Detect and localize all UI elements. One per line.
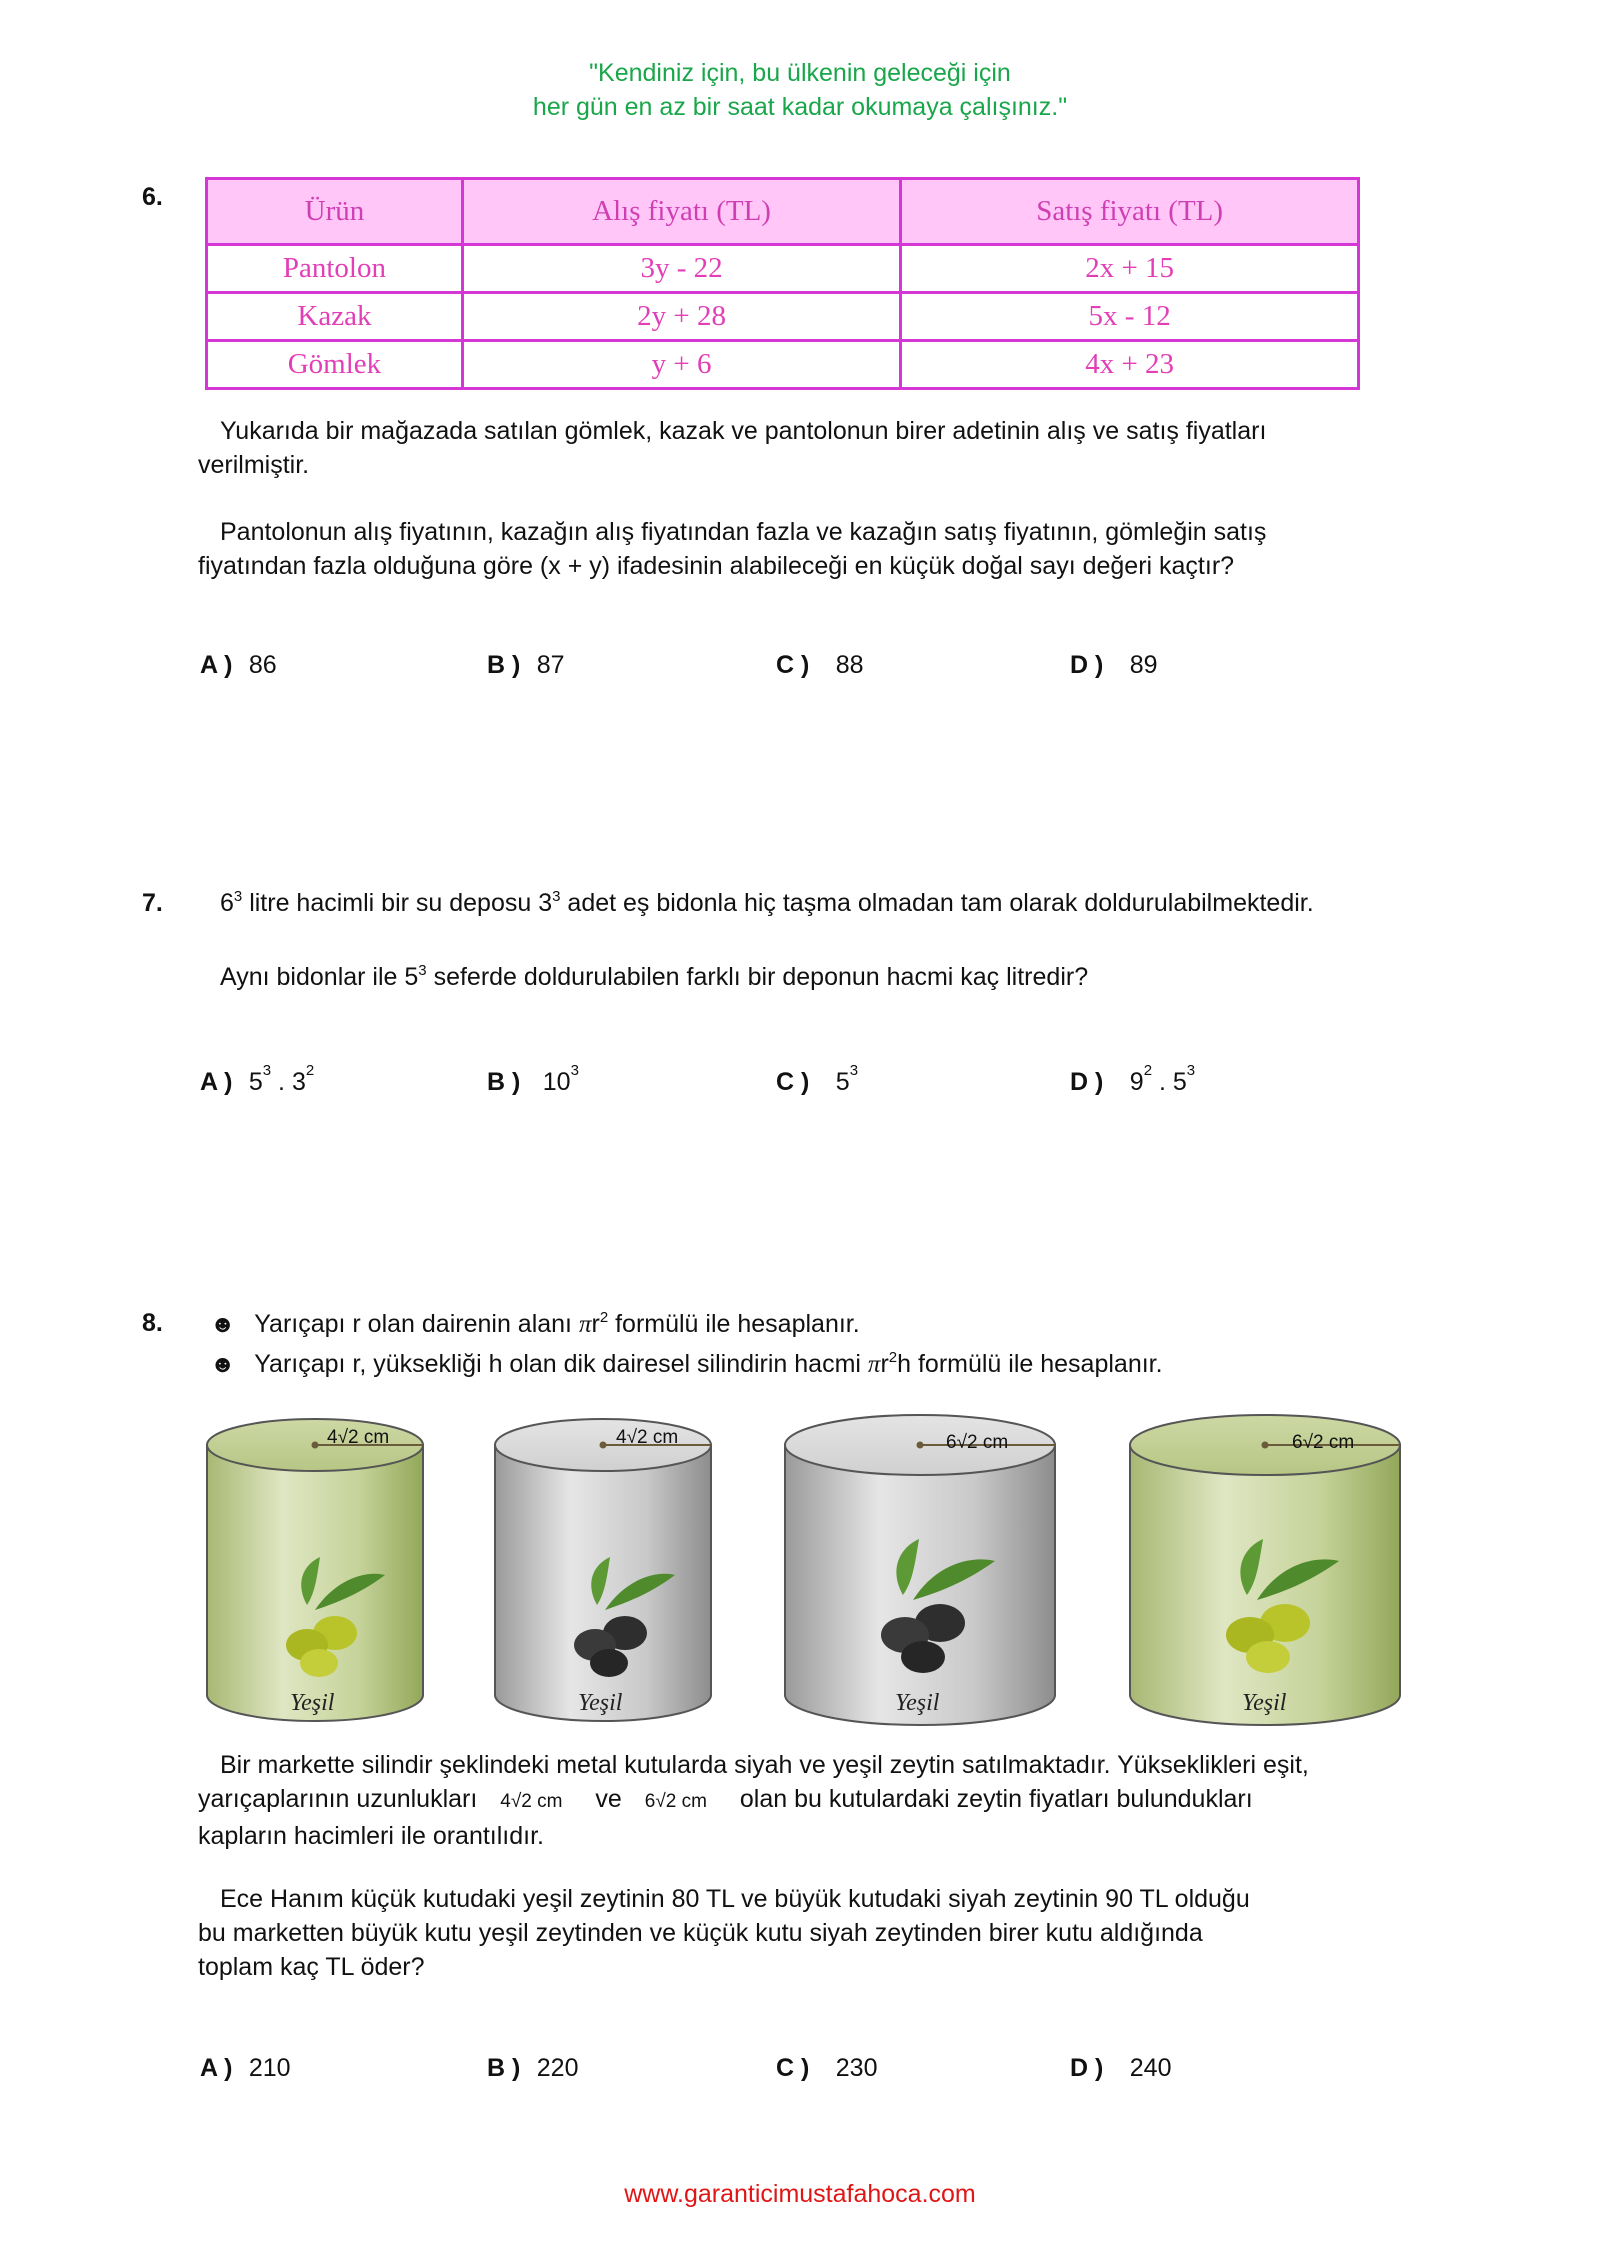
- motto-line-1: "Kendiniz için, bu ülkenin geleceği için: [589, 59, 1011, 87]
- q7-base: 3: [538, 889, 553, 917]
- option-letter: D ): [1070, 651, 1104, 679]
- question-8-number: 8.: [142, 1309, 163, 1337]
- option-value: $5^3$: [835, 1062, 859, 1096]
- price-table-cell: Kazak: [207, 293, 463, 341]
- olive-can-1: [207, 1419, 423, 1721]
- price-table-row: [207, 245, 1359, 293]
- option-value: 210: [248, 2054, 291, 2082]
- price-table-cell: 4x + 23: [901, 341, 1359, 389]
- q8-option-a[interactable]: [200, 2054, 291, 2083]
- question-8-prompt: [198, 1882, 1250, 1984]
- q8-para1-line2: yarıçaplarının uzunlukları 4√2 cm ve 6√2 cm olan bu kutulardaki zeytin fiyatları bulundukları: [198, 1785, 1253, 1813]
- inline-radius-large: 6√2 cm: [644, 1791, 707, 1812]
- formula-bullet-1: [210, 1307, 860, 1342]
- formula-bullet-2: [210, 1347, 1163, 1382]
- option-value: $5^3$ . $3^2$: [248, 1062, 315, 1096]
- question-6-number: 6.: [142, 183, 163, 211]
- price-table-cell: Gömlek: [207, 341, 463, 389]
- option-letter: C ): [776, 2054, 810, 2082]
- q6-option-c[interactable]: [776, 651, 864, 680]
- q8-option-d[interactable]: [1070, 2054, 1172, 2083]
- inline-radius-small: 4√2 cm: [500, 1791, 563, 1812]
- option-letter: D ): [1070, 1068, 1104, 1096]
- option-value: $9^2$ . $5^3$: [1129, 1062, 1196, 1096]
- smiley-bullet-icon: ☻: [210, 1311, 236, 1338]
- q7-option-c[interactable]: [776, 1062, 859, 1097]
- q6-para2-line1: Pantolonun alış fiyatının, kazağın alış fiyatından fazla ve kazağın satış fiyatının, gömleğin satış: [220, 518, 1267, 546]
- q8-para2-line1: Ece Hanım küçük kutudaki yeşil zeytinin 80 TL ve büyük kutudaki siyah zeytinin 90 TL olduğu: [220, 1885, 1250, 1913]
- question-7-prompt: [220, 960, 1088, 994]
- question-8-context: [198, 1748, 1309, 1853]
- question-6-context: [198, 414, 1266, 482]
- price-table-cell: 3y - 22: [462, 245, 900, 293]
- q6-para1-line2: verilmiştir.: [198, 451, 310, 479]
- q7-option-a[interactable]: [200, 1062, 315, 1097]
- option-letter: A ): [200, 651, 233, 679]
- q7-text: Aynı bidonlar ile: [220, 963, 405, 991]
- option-letter: C ): [776, 1068, 810, 1096]
- q8-para1-line3: kapların hacimleri ile orantılıdır.: [198, 1822, 544, 1850]
- q6-para2-line2: fiyatından fazla olduğuna göre (x + y) ifadesinin alabileceği en küçük doğal sayı değeri kaçtır?: [198, 552, 1235, 580]
- q7-base: 5: [404, 963, 419, 991]
- price-table-row: [207, 293, 1359, 341]
- can-1-label: Yeşil: [290, 1690, 335, 1716]
- q8-option-b[interactable]: [487, 2054, 579, 2083]
- option-value: 220: [536, 2054, 579, 2082]
- price-table-header-cell: Alış fiyatı (TL): [462, 179, 900, 245]
- bullet-text: Yarıçapı r olan dairenin alanı $\pi r^2$ formülü ile hesaplanır.: [254, 1309, 860, 1338]
- olive-can-3: [785, 1415, 1055, 1725]
- q8-para2-line2: bu marketten büyük kutu yeşil zeytinden ve küçük kutu siyah zeytinden birer kutu aldığında: [198, 1919, 1203, 1947]
- q8-para1-line1: Bir markette silindir şeklindeki metal kutularda siyah ve yeşil zeytin satılmaktadır. Yükseklikleri eşit,: [220, 1751, 1309, 1779]
- price-table-cell: 2y + 28: [462, 293, 900, 341]
- can-3-label: Yeşil: [895, 1690, 940, 1716]
- olive-can-2: [495, 1419, 711, 1721]
- option-letter: B ): [487, 2054, 521, 2082]
- can-4-label: Yeşil: [1242, 1690, 1287, 1716]
- option-letter: C ): [776, 651, 810, 679]
- price-table: [205, 177, 1360, 390]
- price-table-cell: Pantolon: [207, 245, 463, 293]
- price-table-header-row: [207, 179, 1359, 245]
- bullet-text: Yarıçapı r, yüksekliği h olan dik dairesel silindirin hacmi $\pi r^2h$ formülü ile hesaplanır.: [254, 1349, 1163, 1378]
- motto: [0, 56, 1600, 124]
- option-value: 240: [1129, 2054, 1172, 2082]
- option-letter: A ): [200, 1068, 233, 1096]
- option-letter: D ): [1070, 2054, 1104, 2082]
- question-7-number: 7.: [142, 889, 163, 917]
- option-value: 89: [1129, 651, 1158, 679]
- q6-option-d[interactable]: [1070, 651, 1158, 680]
- price-table-cell: 5x - 12: [901, 293, 1359, 341]
- can-2-label: Yeşil: [578, 1690, 623, 1716]
- option-value: 86: [248, 651, 277, 679]
- q7-text: adet eş bidonla hiç taşma olmadan tam olarak doldurulabilmektedir.: [560, 889, 1314, 917]
- option-value: 230: [835, 2054, 878, 2082]
- q7-exponent: 3: [418, 962, 427, 979]
- price-table-header-cell: Ürün: [207, 179, 463, 245]
- can-4-radius-label: 6√2 cm: [1292, 1432, 1355, 1453]
- q7-option-d[interactable]: [1070, 1062, 1196, 1097]
- price-table-row: [207, 341, 1359, 389]
- price-table-cell: y + 6: [462, 341, 900, 389]
- option-value: 88: [835, 651, 864, 679]
- option-letter: B ): [487, 1068, 521, 1096]
- q7-exponent: 3: [552, 888, 561, 905]
- q7-base: 6: [220, 889, 234, 917]
- q7-text: litre hacimli bir su deposu: [242, 889, 539, 917]
- q8-para2-line3: toplam kaç TL öder?: [198, 1953, 425, 1981]
- q7-text: seferde doldurulabilen farklı bir deponun hacmi kaç litredir?: [426, 963, 1089, 991]
- olive-cans-figure: [195, 1405, 1460, 1735]
- option-letter: B ): [487, 651, 521, 679]
- q8-option-c[interactable]: [776, 2054, 878, 2083]
- price-table-cell: 2x + 15: [901, 245, 1359, 293]
- q7-option-b[interactable]: [487, 1062, 579, 1097]
- question-6-prompt: [198, 515, 1266, 583]
- can-2-radius-label: 4√2 cm: [616, 1427, 679, 1448]
- question-7-statement: [220, 886, 1314, 920]
- olive-can-4: [1130, 1415, 1400, 1725]
- q7-exponent: 3: [233, 888, 243, 905]
- motto-line-2: her gün en az bir saat kadar okumaya çalışınız.": [532, 93, 1068, 121]
- can-3-radius-label: 6√2 cm: [946, 1432, 1009, 1453]
- smiley-bullet-icon: ☻: [210, 1351, 236, 1378]
- q6-option-a[interactable]: [200, 651, 277, 680]
- option-letter: A ): [200, 2054, 233, 2082]
- q6-option-b[interactable]: [487, 651, 565, 680]
- price-table-header-cell: Satış fiyatı (TL): [901, 179, 1359, 245]
- q6-para1-line1: Yukarıda bir mağazada satılan gömlek, kazak ve pantolonun birer adetinin alış ve satış fiyatları: [220, 417, 1267, 445]
- option-value: $10^3$: [542, 1062, 579, 1096]
- can-1-radius-label: 4√2 cm: [327, 1427, 390, 1448]
- option-value: 87: [536, 651, 565, 679]
- footer-website-link[interactable]: www.garanticimustafahoca.com: [624, 2180, 976, 2208]
